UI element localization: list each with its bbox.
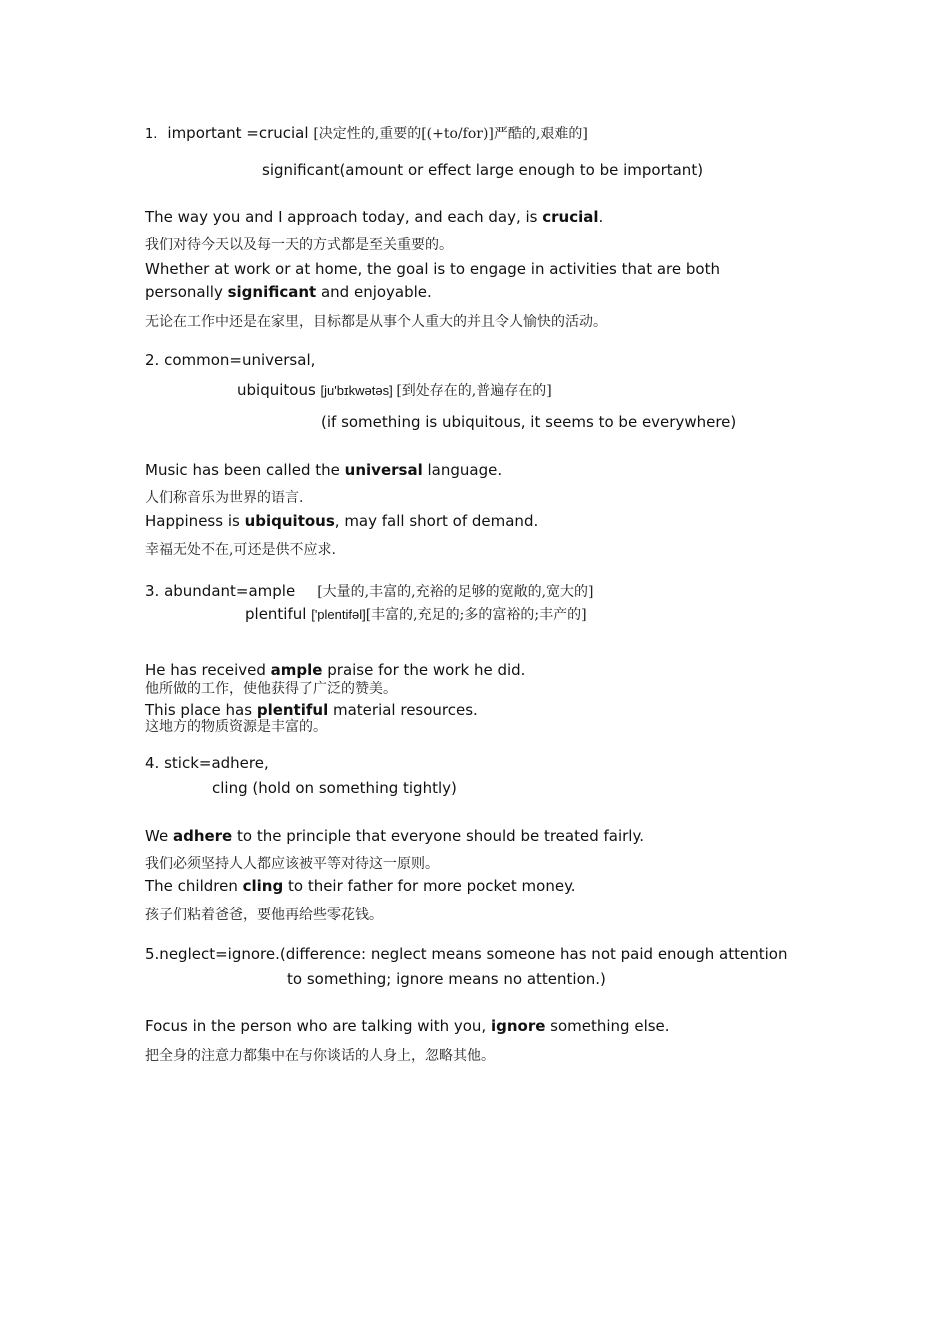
s3-pronunciation: ['plentifəl] xyxy=(311,607,366,622)
s4-example-1 xyxy=(145,825,644,847)
s4-example-2 xyxy=(145,875,576,897)
s2-example-2-text: Happiness is xyxy=(145,512,245,530)
s5-heading-line-2: to something; ignore means no attention.) xyxy=(287,970,606,988)
s5-example-1-translation: 把全身的注意力都集中在与你谈话的人身上，忽略其他。 xyxy=(145,1048,495,1064)
s1-example-2-translation: 无论在工作中还是在家里，目标都是从事个人重大的并且令人愉快的活动。 xyxy=(145,314,607,330)
s4-example-1-keyword: adhere xyxy=(172,827,233,845)
s5-example-1 xyxy=(145,1015,670,1037)
s1-example-2-line-2 xyxy=(145,281,432,303)
s2-example-2-translation: 幸福无处不在,可还是供不应求. xyxy=(145,542,336,558)
s4-example-1-text: We xyxy=(145,827,173,845)
s3-definition-2-cn: [丰富的,充足的;多的富裕的;丰产的] xyxy=(365,607,587,623)
s3-example-1-keyword: ample xyxy=(270,661,323,679)
s2-example-1-translation: 人们称音乐为世界的语言. xyxy=(145,490,304,506)
s5-example-1-text: Focus in the person who are talking with you, xyxy=(145,1017,491,1035)
s3-example-2-tail: material resources. xyxy=(328,701,478,719)
s1-example-1 xyxy=(145,206,603,228)
s2-example-1-keyword: universal xyxy=(344,461,423,479)
s2-note: (if something is ubiquitous, it seems to be everywhere) xyxy=(321,413,737,431)
s1-heading xyxy=(145,122,588,146)
s1-example-2-keyword: significant xyxy=(227,283,317,301)
s1-example-2-tail: and enjoyable. xyxy=(316,283,432,301)
s2-synonym-word: ubiquitous xyxy=(237,381,321,399)
s1-example-1-tail: . xyxy=(598,208,604,226)
s1-example-2-line-1: Whether at work or at home, the goal is to engage in activities that are both xyxy=(145,260,720,278)
s3-example-2-translation: 这地方的物质资源是丰富的。 xyxy=(145,719,327,735)
s2-heading: 2. common=universal, xyxy=(145,351,316,369)
s1-example-1-keyword: crucial xyxy=(542,208,599,226)
s3-definition-cn: [大量的,丰富的,充裕的足够的宽敞的,宽大的] xyxy=(317,584,594,600)
s5-example-1-tail: something else. xyxy=(545,1017,670,1035)
s2-example-1 xyxy=(145,459,502,481)
s3-example-1-translation: 他所做的工作，使他获得了广泛的赞美。 xyxy=(145,681,397,697)
s3-example-2-keyword: plentiful xyxy=(256,701,329,719)
s2-example-2-keyword: ubiquitous xyxy=(244,512,335,530)
s3-example-2-text: This place has xyxy=(145,701,257,719)
s5-example-1-keyword: ignore xyxy=(490,1017,546,1035)
s2-pronunciation: [ju'bɪkwətəs] xyxy=(320,383,397,398)
s2-example-2 xyxy=(145,510,538,532)
s1-example-1-text: The way you and I approach today, and each day, is xyxy=(145,208,543,226)
s4-synonym-cling: cling (hold on something tightly) xyxy=(212,779,457,797)
s3-heading xyxy=(145,580,593,603)
s2-definition-cn: [到处存在的,普遍存在的] xyxy=(396,383,552,399)
s2-synonym-ubiquitous xyxy=(237,379,552,402)
s2-example-2-tail: , may fall short of demand. xyxy=(334,512,539,530)
s3-synonyms: 3. abundant=ample xyxy=(145,582,296,600)
s3-example-1-tail: praise for the work he did. xyxy=(322,661,526,679)
s3-synonym-word: plentiful xyxy=(245,605,312,623)
s1-example-1-translation: 我们对待今天以及每一天的方式都是至关重要的。 xyxy=(145,237,453,253)
s1-synonyms: important =crucial xyxy=(167,124,314,142)
s4-example-2-translation: 孩子们粘着爸爸，要他再给些零花钱。 xyxy=(145,907,383,923)
s4-example-2-text: The children xyxy=(145,877,243,895)
s2-example-1-tail: language. xyxy=(422,461,503,479)
s1-synonym-significant: significant(amount or effect large enough to be important) xyxy=(262,161,704,179)
s4-example-1-translation: 我们必须坚持人人都应该被平等对待这一原则。 xyxy=(145,856,439,872)
s4-example-2-tail: to their father for more pocket money. xyxy=(283,877,576,895)
s3-example-1-text: He has received xyxy=(145,661,271,679)
s1-definition-cn: [决定性的,重要的[(+to/for)]严酷的,艰难的] xyxy=(313,126,588,142)
s4-example-2-keyword: cling xyxy=(242,877,284,895)
s4-example-1-tail: to the principle that everyone should be treated fairly. xyxy=(232,827,644,845)
s2-example-1-text: Music has been called the xyxy=(145,461,345,479)
s5-heading-line-1: 5.neglect=ignore.(difference: neglect means someone has not paid enough attention xyxy=(145,945,788,963)
s1-example-2-text: personally xyxy=(145,283,228,301)
s4-heading: 4. stick=adhere, xyxy=(145,754,269,772)
s1-number: 1. xyxy=(145,127,158,142)
s3-synonym-plentiful xyxy=(245,603,587,626)
